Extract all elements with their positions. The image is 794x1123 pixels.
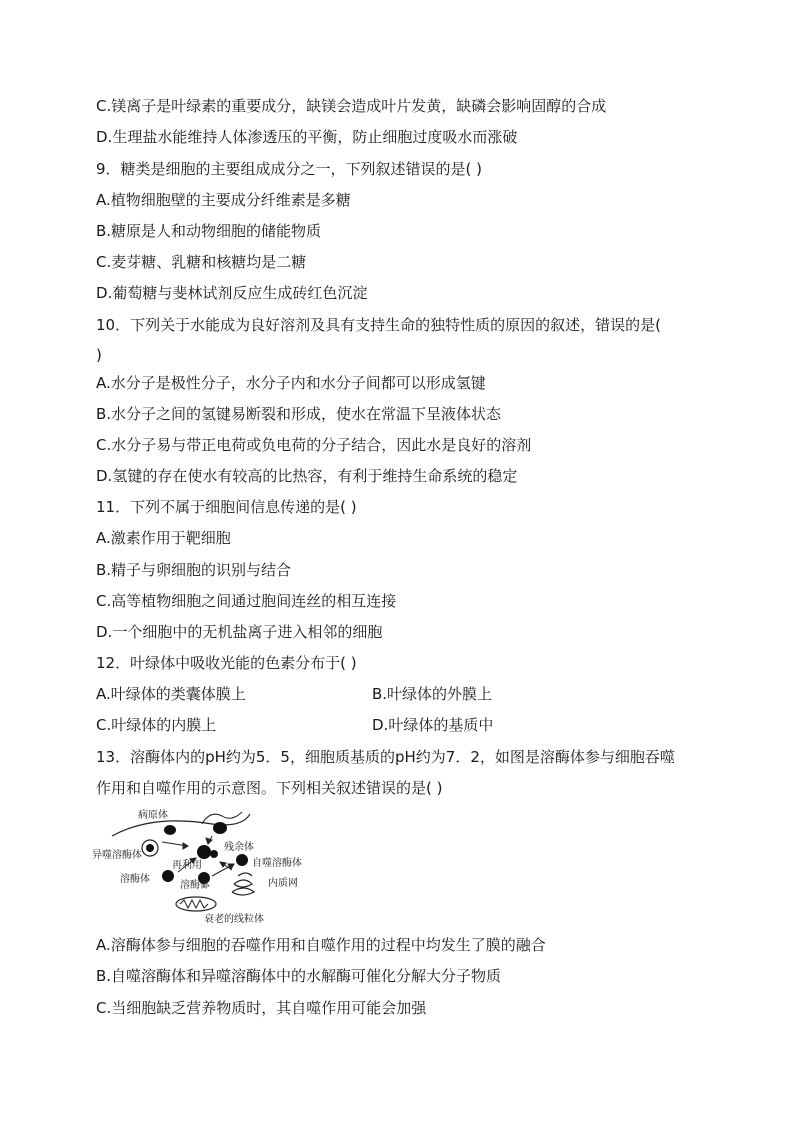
mitochondrion-shape (176, 897, 216, 911)
q9-option-b: B.糖原是人和动物细胞的储能物质 (96, 222, 322, 240)
er-shape (232, 873, 254, 895)
label-pathogen: 病原体 (138, 810, 168, 821)
lysosome-left-shape (162, 870, 174, 882)
q12-option-c: C.叶绿体的内膜上 (96, 716, 217, 734)
q9-option-c: C.麦芽糖、乳糖和核糖均是二糖 (96, 253, 307, 271)
q13-option-a: A.溶酶体参与细胞的吞噬作用和自噬作用的过程中均发生了膜的融合 (96, 936, 546, 954)
lysosome-diagram (92, 806, 318, 928)
phagosome-shape (213, 822, 227, 834)
label-auto-lysosome: 自噬溶酶体 (252, 858, 302, 869)
q13-option-b: B.自噬溶酶体和异噬溶酶体中的水解酶可催化分解大分子物质 (96, 967, 502, 985)
q10-option-d: D.氢键的存在使水有较高的比热容，有利于维持生命系统的稳定 (96, 467, 518, 485)
q9-stem: 9．糖类是细胞的主要组成成分之一，下列叙述错误的是( ) (96, 160, 483, 178)
q12-stem: 12．叶绿体中吸收光能的色素分布于( ) (96, 654, 357, 672)
q13-stem-line2: 作用和自噬作用的示意图。下列相关叙述错误的是( ) (96, 779, 443, 797)
q10-option-c: C.水分子易与带正电荷或负电荷的分子结合，因此水是良好的溶剂 (96, 436, 532, 454)
q11-option-b: B.精子与卵细胞的识别与结合 (96, 561, 292, 579)
lysosome-center-shape (197, 845, 211, 859)
label-mitochondrion: 衰老的线粒体 (204, 914, 264, 925)
q10-stem-line2: ) (96, 346, 102, 364)
q8-option-c: C.镁离子是叶绿素的重要成分，缺镁会造成叶片发黄，缺磷会影响固醇的合成 (96, 97, 607, 115)
label-lysosome-mid: 溶酶体 (180, 880, 210, 891)
q9-option-a: A.植物细胞壁的主要成分纤维素是多糖 (96, 191, 351, 209)
q11-stem: 11．下列不属于细胞间信息传递的是( ) (96, 498, 357, 516)
label-reuse: 再利用 (172, 860, 202, 871)
q12-option-b: B.叶绿体的外膜上 (372, 685, 493, 703)
label-lysosome-left: 溶酶体 (120, 874, 150, 885)
label-residual-body: 残余体 (224, 842, 254, 853)
pathogen-shape (164, 825, 176, 835)
q12-option-d: D.叶绿体的基质中 (372, 716, 494, 734)
q11-option-a: A.激素作用于靶细胞 (96, 529, 231, 547)
q10-stem-line1: 10．下列关于水能成为良好溶剂及具有支持生命的独特性质的原因的叙述，错误的是( (96, 316, 661, 334)
q11-option-c: C.高等植物细胞之间通过胞间连丝的相互连接 (96, 592, 397, 610)
label-hetero-lysosome: 异噬溶酶体 (92, 850, 142, 861)
q8-option-d: D.生理盐水能维持人体渗透压的平衡，防止细胞过度吸水而涨破 (96, 128, 518, 146)
q10-option-b: B.水分子之间的氢键易断裂和形成，使水在常温下呈液体状态 (96, 405, 502, 423)
q11-option-d: D.一个细胞中的无机盐离子进入相邻的细胞 (96, 623, 383, 641)
q10-option-a: A.水分子是极性分子，水分子内和水分子间都可以形成氢键 (96, 374, 486, 392)
auto-lysosome-shape (236, 854, 248, 866)
q9-option-d: D.葡萄糖与斐林试剂反应生成砖红色沉淀 (96, 284, 368, 302)
q13-option-c: C.当细胞缺乏营养物质时，其自噬作用可能会加强 (96, 999, 427, 1017)
label-er: 内质网 (268, 878, 298, 889)
q13-stem-line1: 13．溶酶体内的pH约为5．5，细胞质基质的pH约为7．2，如图是溶酶体参与细胞吞噬 (96, 748, 675, 766)
q12-option-a: A.叶绿体的类囊体膜上 (96, 685, 246, 703)
